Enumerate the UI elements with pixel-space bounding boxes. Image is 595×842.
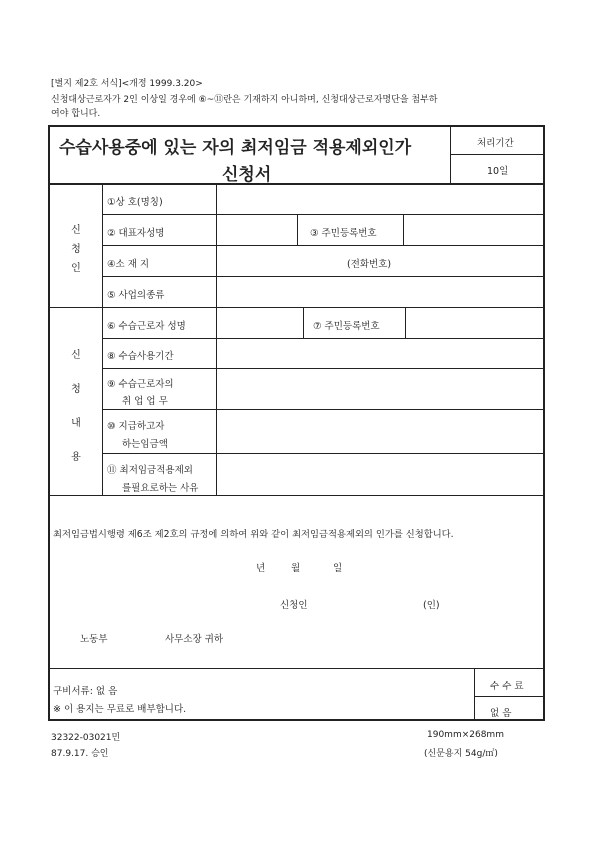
date-month: 월 [291, 563, 301, 574]
title-bottom [49, 183, 544, 185]
row-line-2 [103, 245, 544, 246]
free-distribution-note: ※ 이 용지는 무료로 배부합니다. [53, 704, 187, 715]
processing-period-value: 10일 [487, 166, 509, 177]
form-number: [별지 제2호 서식]<개정 1999.3.20> [51, 79, 203, 89]
declaration-text: 최저임금법시행령 제6조 제2호의 규정에 의하여 위와 같이 최저임금적용제외의 인가를 신청합니다. [53, 529, 454, 540]
request-char-4: 용 [71, 452, 81, 463]
label-business-type: ⑤ 사업의종류 [107, 290, 165, 301]
row2-split [297, 214, 298, 245]
field-wage[interactable] [218, 411, 543, 452]
request-char-3: 내 [71, 418, 81, 429]
form-note-line1: 신청대상근로자가 2인 이상일 경우에 ⑥~⑪란은 기재하지 아니하며, 신청대상근로자명단을 첨부하 [51, 95, 438, 105]
label-col-divider [216, 184, 217, 496]
processing-period-label: 처리기간 [477, 138, 514, 149]
label-probation-period: ⑧ 수습사용기간 [107, 351, 174, 362]
paper-size: 190mm×268mm [427, 730, 504, 740]
form-title-line1: 수습사용중에 있는 자의 최저임금 적용제외인가 [59, 138, 412, 158]
label-wage-2: 하는임금액 [122, 439, 168, 450]
label-trainee-name: ⑥ 수습근로자 성명 [107, 321, 186, 332]
applicant-signature-label: 신청인 [280, 600, 308, 611]
label-resident-number: ③ 주민등록번호 [310, 228, 377, 239]
date-day: 일 [333, 563, 343, 574]
fee-divider [474, 668, 475, 720]
row2-split-b [403, 214, 404, 245]
field-exemption-reason[interactable] [218, 455, 543, 494]
row-line-10 [103, 453, 544, 454]
form-note-line2: 여야 합니다. [51, 109, 101, 119]
applicant-char-2: 청 [71, 244, 81, 255]
label-exemption-reason-2: 를필요로하는 사유 [122, 483, 199, 494]
field-trainee-name[interactable] [218, 309, 302, 337]
request-char-2: 청 [71, 384, 81, 395]
office-recipient: 사무소장 귀하 [165, 634, 224, 645]
section-split-line [49, 307, 544, 308]
field-probation-period[interactable] [218, 340, 543, 367]
row6-split [303, 307, 304, 338]
field-resident-number[interactable] [405, 216, 543, 244]
required-documents: 구비서류: 없 음 [53, 686, 118, 697]
label-trainee-resident-number: ⑦ 주민등록번호 [313, 321, 380, 332]
label-wage-1: ⑩ 지급하고자 [107, 421, 165, 432]
form-code: 32322-03021민 [51, 733, 121, 743]
fee-split [475, 696, 544, 697]
row-line-6 [103, 338, 544, 339]
row-line-3 [103, 276, 544, 277]
request-char-1: 신 [71, 350, 81, 361]
field-trainee-duty[interactable] [218, 370, 543, 408]
field-business-name[interactable] [218, 186, 543, 213]
label-trainee-duty-1: ⑨ 수습근로자의 [107, 379, 174, 390]
field-business-type[interactable] [218, 278, 543, 306]
fee-value: 없 음 [490, 708, 512, 719]
section-col-divider [102, 184, 103, 496]
applicant-char-1: 신 [71, 225, 81, 236]
processing-divider [450, 154, 544, 155]
approval-date: 87.9.17. 승인 [51, 749, 109, 759]
label-representative-name: ② 대표자성명 [107, 228, 165, 239]
label-address: ④소 재 지 [107, 259, 150, 270]
seal-mark: (인) [423, 600, 440, 611]
row-line-1 [103, 214, 544, 215]
form-title-line2: 신청서 [222, 165, 272, 185]
label-exemption-reason-1: ⑪ 최저임금적용제외 [107, 465, 193, 476]
row-line-8 [103, 368, 544, 369]
address-phone-label: (전화번호) [347, 259, 392, 270]
label-trainee-duty-2: 취 업 업 무 [122, 396, 168, 407]
row-line-9 [103, 409, 544, 410]
fee-label: 수 수 료 [490, 681, 524, 692]
request-bottom-line [49, 495, 544, 496]
field-trainee-resident-number[interactable] [407, 309, 543, 337]
row6-split-b [405, 307, 406, 338]
label-business-name: ①상 호(명칭) [107, 197, 163, 208]
applicant-char-3: 인 [71, 263, 81, 274]
field-representative-name[interactable] [218, 216, 296, 244]
date-year: 년 [256, 563, 266, 574]
office-ministry: 노동부 [80, 634, 108, 645]
paper-type: (신문용지 54g/㎡) [424, 749, 498, 759]
footer-top-line [49, 668, 544, 669]
